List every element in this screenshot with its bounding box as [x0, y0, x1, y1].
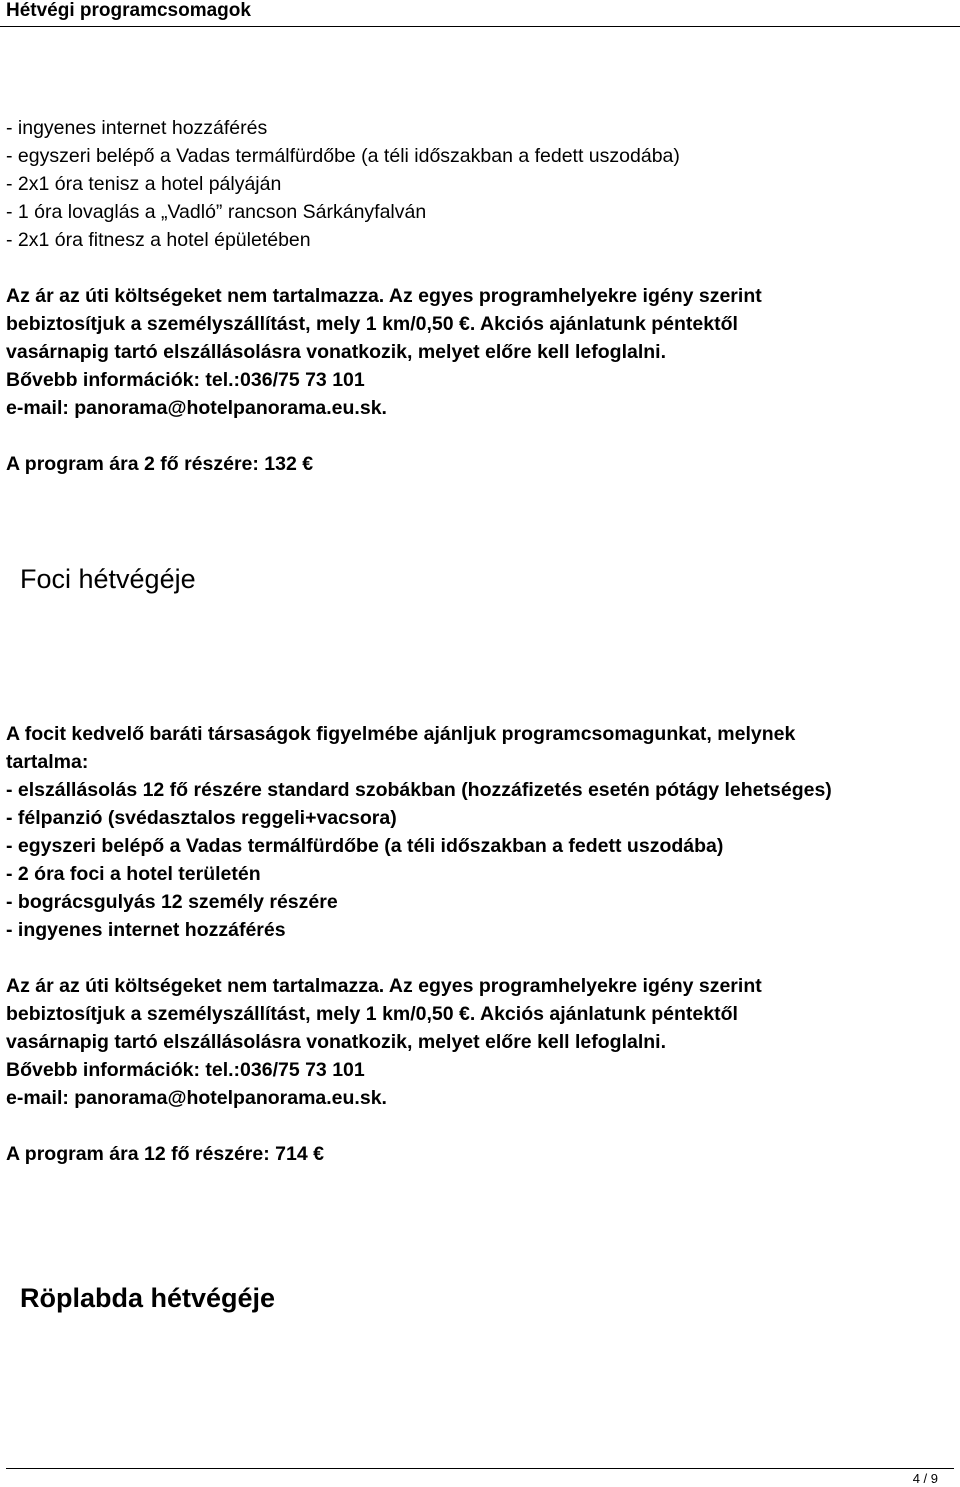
contact-email: e-mail: panorama@hotelpanorama.eu.sk.: [6, 397, 387, 419]
list-item: - félpanzió (svédasztalos reggeli+vacsora): [6, 807, 397, 829]
page-header: [0, 0, 960, 27]
note-line: Az ár az úti költségeket nem tartalmazza. Az egyes programhelyekre igény szerint: [6, 285, 762, 307]
intro-line: tartalma:: [6, 751, 89, 773]
page-number: 4 / 9: [912, 1471, 938, 1486]
list-item: - 2 óra foci a hotel területén: [6, 863, 261, 885]
footer-divider: [6, 1468, 954, 1469]
note-line: vasárnapig tartó elszállásolásra vonatkozik, melyet előre kell lefoglalni.: [6, 1031, 667, 1053]
contact-phone: Bővebb információk: tel.:036/75 73 101: [6, 369, 365, 391]
section-title-roplabda: Röplabda hétvégéje: [20, 1283, 276, 1313]
list-item: - 2x1 óra fitnesz a hotel épületében: [6, 229, 311, 251]
note-line: Az ár az úti költségeket nem tartalmazza. Az egyes programhelyekre igény szerint: [6, 975, 762, 997]
intro-line: A focit kedvelő baráti társaságok figyelmébe ajánljuk programcsomagunkat, melynek: [6, 723, 796, 745]
price-line: A program ára 12 fő részére: 714 €: [6, 1143, 324, 1165]
list-item: - ingyenes internet hozzáférés: [6, 117, 268, 139]
note-line: vasárnapig tartó elszállásolásra vonatkozik, melyet előre kell lefoglalni.: [6, 341, 667, 363]
contact-email: e-mail: panorama@hotelpanorama.eu.sk.: [6, 1087, 387, 1109]
list-item: - ingyenes internet hozzáférés: [6, 919, 286, 941]
note-line: bebiztosítjuk a személyszállítást, mely 1 km/0,50 €. Akciós ajánlatunk péntektől: [6, 313, 738, 335]
contact-phone: Bővebb információk: tel.:036/75 73 101: [6, 1059, 365, 1081]
note-line: bebiztosítjuk a személyszállítást, mely 1 km/0,50 €. Akciós ajánlatunk péntektől: [6, 1003, 738, 1025]
section-title-foci: Foci hétvégéje: [20, 564, 196, 594]
list-item: - bográcsgulyás 12 személy részére: [6, 891, 338, 913]
list-item: - elszállásolás 12 fő részére standard szobákban (hozzáfizetés esetén pótágy lehetséges): [6, 779, 832, 801]
document-title: Hétvégi programcsomagok: [6, 0, 251, 21]
list-item: - 2x1 óra tenisz a hotel pályáján: [6, 173, 282, 195]
list-item: - egyszeri belépő a Vadas termálfürdőbe (a téli időszakban a fedett uszodába): [6, 835, 724, 857]
list-item: - 1 óra lovaglás a „Vadló” rancson Sárkányfalván: [6, 201, 427, 223]
list-item: - egyszeri belépő a Vadas termálfürdőbe (a téli időszakban a fedett uszodába): [6, 145, 680, 167]
price-line: A program ára 2 fő részére: 132 €: [6, 453, 314, 475]
